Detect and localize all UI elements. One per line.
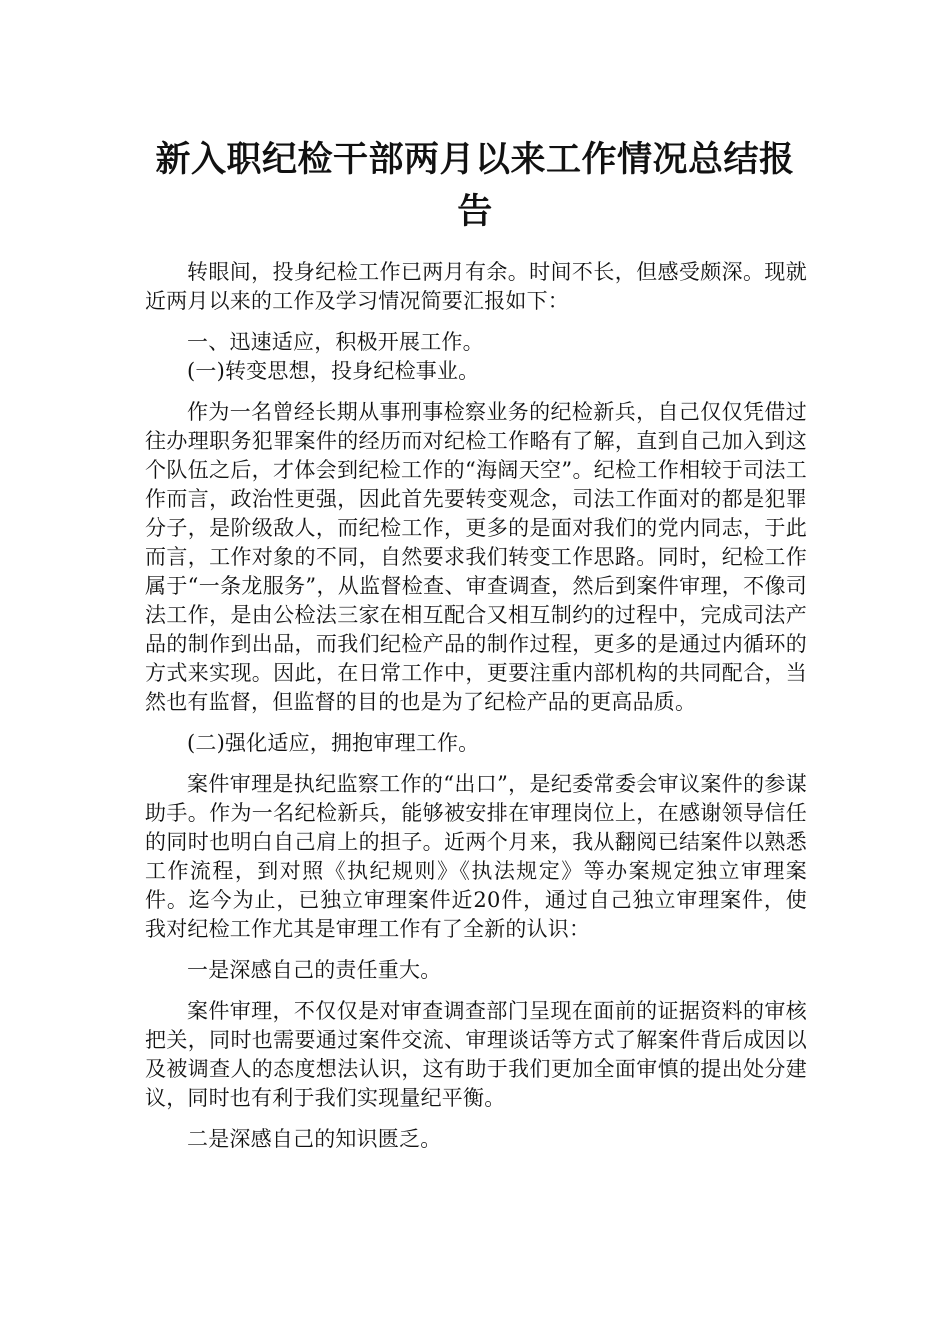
- point-heading-1: 一是深感自己的责任重大。: [187, 958, 442, 982]
- intro-paragraph: 转眼间，投身纪检工作已两月有余。时间不长，但感受颇深。现就近两月以来的工作及学习情况简要汇报如下：: [145, 260, 807, 313]
- body-paragraph-3: 案件审理，不仅仅是对审查调查部门呈现在面前的证据资料的审核把关，同时也需要通过案件交流、审理谈话等方式了解案件背后成因以及被调查人的态度想法认识，这有助于我们更加全面审慎的提出处分建议，同时也有利于我们实现量纪平衡。: [145, 999, 807, 1110]
- subsection-heading-2: (二)强化适应，拥抱审理工作。: [187, 731, 480, 755]
- body-paragraph-1: 作为一名曾经长期从事刑事检察业务的纪检新兵，自己仅仅凭借过往办理职务犯罪案件的经历而对纪检工作略有了解，直到自己加入到这个队伍之后，才体会到纪检工作的“海阔天空”。纪检工作相较于司法工作而言，政治性更强，因此首先要转变观念，司法工作面对的都是犯罪分子，是阶级敌人，而纪检工作，更多的是面对我们的党内同志，于此而言，工作对象的不同，自然要求我们转变工作思路。同时，纪检工作属于“一条龙服务”，从监督检查、审查调查，然后到案件审理，不像司法工作，是由公检法三家在相互配合又相互制约的过程中，完成司法产品的制作到出品，而我们纪检产品的制作过程，更多的是通过内循环的方式来实现。因此，在日常工作中，更要注重内部机构的共同配合，当然也有监督，但监督的目的也是为了纪检产品的更高品质。: [145, 400, 807, 714]
- point-heading-2: 二是深感自己的知识匮乏。: [187, 1127, 442, 1151]
- section-heading-1: 一、迅速适应，积极开展工作。: [187, 330, 484, 354]
- document-title: 新入职纪检干部两月以来工作情况总结报告: [155, 140, 795, 232]
- subsection-heading-1: (一)转变思想，投身纪检事业。: [187, 359, 480, 383]
- document-body: [145, 258, 807, 1154]
- body-paragraph-2: 案件审理是执纪监察工作的“出口”，是纪委常委会审议案件的参谋助手。作为一名纪检新兵，能够被安排在审理岗位上，在感谢领导信任的同时也明白自己肩上的担子。近两个月来，我从翻阅已结案件以熟悉工作流程，到对照《执纪规则》《执法规定》等办案规定独立审理案件。迄今为止，已独立审理案件近20件，通过自己独立审理案件，使我对纪检工作尤其是审理工作有了全新的认识：: [145, 772, 807, 941]
